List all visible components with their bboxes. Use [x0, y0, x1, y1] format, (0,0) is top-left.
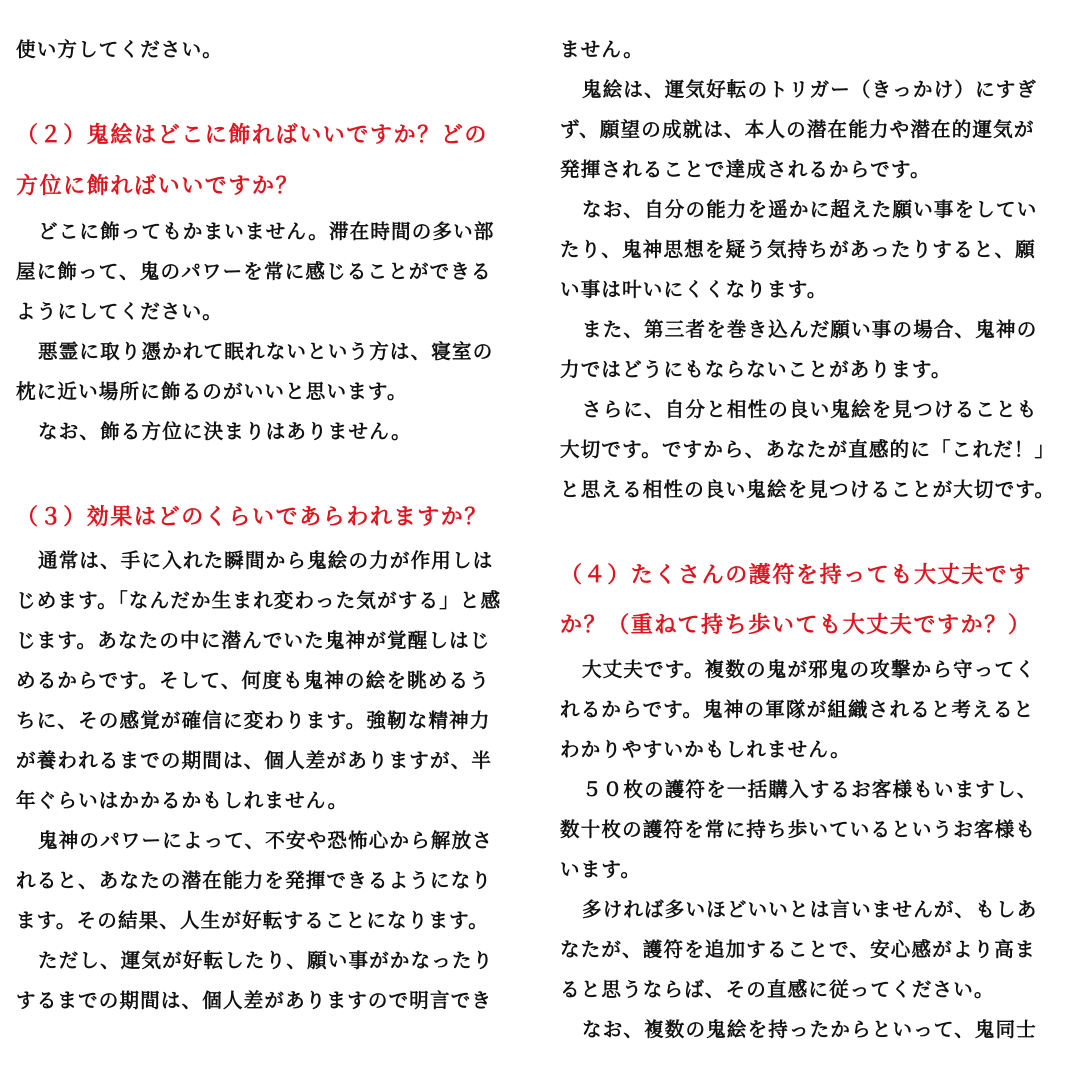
body-text-line: 多ければ多いほどいいとは言いませんが、もしあ	[582, 898, 1038, 921]
body-text-line: 枕に近い場所に飾るのがいいと思います。	[16, 380, 408, 403]
body-text-line: 鬼絵は、運気好転のトリガー（きっかけ）にすぎ	[582, 78, 1038, 101]
body-text-line: 数十枚の護符を常に持ち歩いているというお客様も	[560, 818, 1037, 841]
body-text-line: じます。あなたの中に潜んでいた鬼神が覚醒しはじ	[16, 629, 491, 652]
body-text-line: めるからです。そして、何度も鬼神の絵を眺めるう	[16, 669, 490, 692]
section-heading-line: （４）たくさんの護符を持っても大丈夫です	[560, 563, 1033, 588]
body-text-line: います。	[560, 858, 642, 881]
body-text-line: ます。その結果、人生が好転することになります。	[16, 909, 489, 932]
body-text-line: と思える相性の良い鬼絵を見つけることが大切です。	[560, 478, 1056, 501]
body-text-line: 鬼神のパワーによって、不安や恐怖心から解放さ	[38, 829, 494, 852]
body-text-line: なお、飾る方位に決まりはありません。	[38, 420, 412, 443]
body-text-line: どこに飾ってもかまいません。滞在時間の多い部	[38, 220, 495, 243]
body-text-line: 大切です。ですから、あなたが直感的に「これだ！」	[560, 438, 1056, 461]
body-text-line: 通常は、手に入れた瞬間から鬼絵の力が作用しは	[38, 549, 494, 572]
body-text-line: ようにしてください。	[16, 300, 224, 323]
section-heading-line: （２）鬼絵はどこに飾ればいいですか？どの	[16, 123, 489, 148]
body-text-line: い事は叶いにくくなります。	[560, 278, 828, 301]
body-text-line: 大丈夫です。複数の鬼が邪鬼の攻撃から守ってく	[582, 658, 1036, 681]
body-text-line: が養われるまでの期間は、個人差がありますが、半	[16, 749, 493, 772]
body-text-line: なお、自分の能力を遥かに超えた願い事をしてい	[582, 198, 1038, 221]
body-text-line: ると思うならば、その直感に従ってください。	[560, 978, 995, 1001]
section-heading-line: （３）効果はどのくらいであらわれますか？	[16, 505, 489, 530]
body-text-line: ５０枚の護符を一括購入するお客様もいますし、	[582, 778, 1038, 801]
body-text-line: れると、あなたの潜在能力を発揮できるようになり	[16, 869, 493, 892]
body-text-line: また、第三者を巻き込んだ願い事の場合、鬼神の	[582, 318, 1038, 341]
body-text-line: 使い方してください。	[16, 38, 224, 61]
section-heading-line: 方位に飾ればいいですか？	[16, 174, 300, 199]
body-text-line: 屋に飾って、鬼のパワーを常に感じることができる	[16, 260, 492, 283]
body-text-line: ず、願望の成就は、本人の潜在能力や潜在的運気が	[560, 118, 1035, 141]
body-text-line: ただし、運気が好転したり、願い事がかなったり	[38, 949, 494, 972]
body-text-line: れるからです。鬼神の軍隊が組織されると考えると	[560, 698, 1035, 721]
body-text-line: ません。	[560, 38, 644, 61]
body-text-line: たり、鬼神思想を疑う気持ちがあったりすると、願	[560, 238, 1036, 261]
body-text-line: 力ではどうにもならないことがあります。	[560, 358, 952, 381]
body-text-line: 悪霊に取り憑かれて眠れないという方は、寝室の	[38, 340, 494, 363]
body-text-line: 発揮されることで達成されるからです。	[560, 158, 931, 181]
body-text-line: じめます。「なんだか生まれ変わった気がする」と感	[16, 589, 502, 612]
body-text-line: 年ぐらいはかかるかもしれません。	[16, 789, 349, 812]
section-heading-line: か？（重ねて持ち歩いても大丈夫ですか？）	[560, 613, 1032, 638]
body-text-line: さらに、自分と相性の良い鬼絵を見つけることも	[582, 398, 1038, 421]
body-text-line: わかりやすいかもしれません。	[560, 738, 851, 761]
body-text-line: なたが、護符を追加することで、安心感がより高ま	[560, 938, 1036, 961]
body-text-line: するまでの期間は、個人差がありますので明言でき	[16, 989, 493, 1012]
body-text-line: ちに、その感覚が確信に変わります。強靭な精神力	[16, 709, 491, 732]
body-text-line: なお、複数の鬼絵を持ったからといって、鬼同士	[582, 1018, 1038, 1041]
